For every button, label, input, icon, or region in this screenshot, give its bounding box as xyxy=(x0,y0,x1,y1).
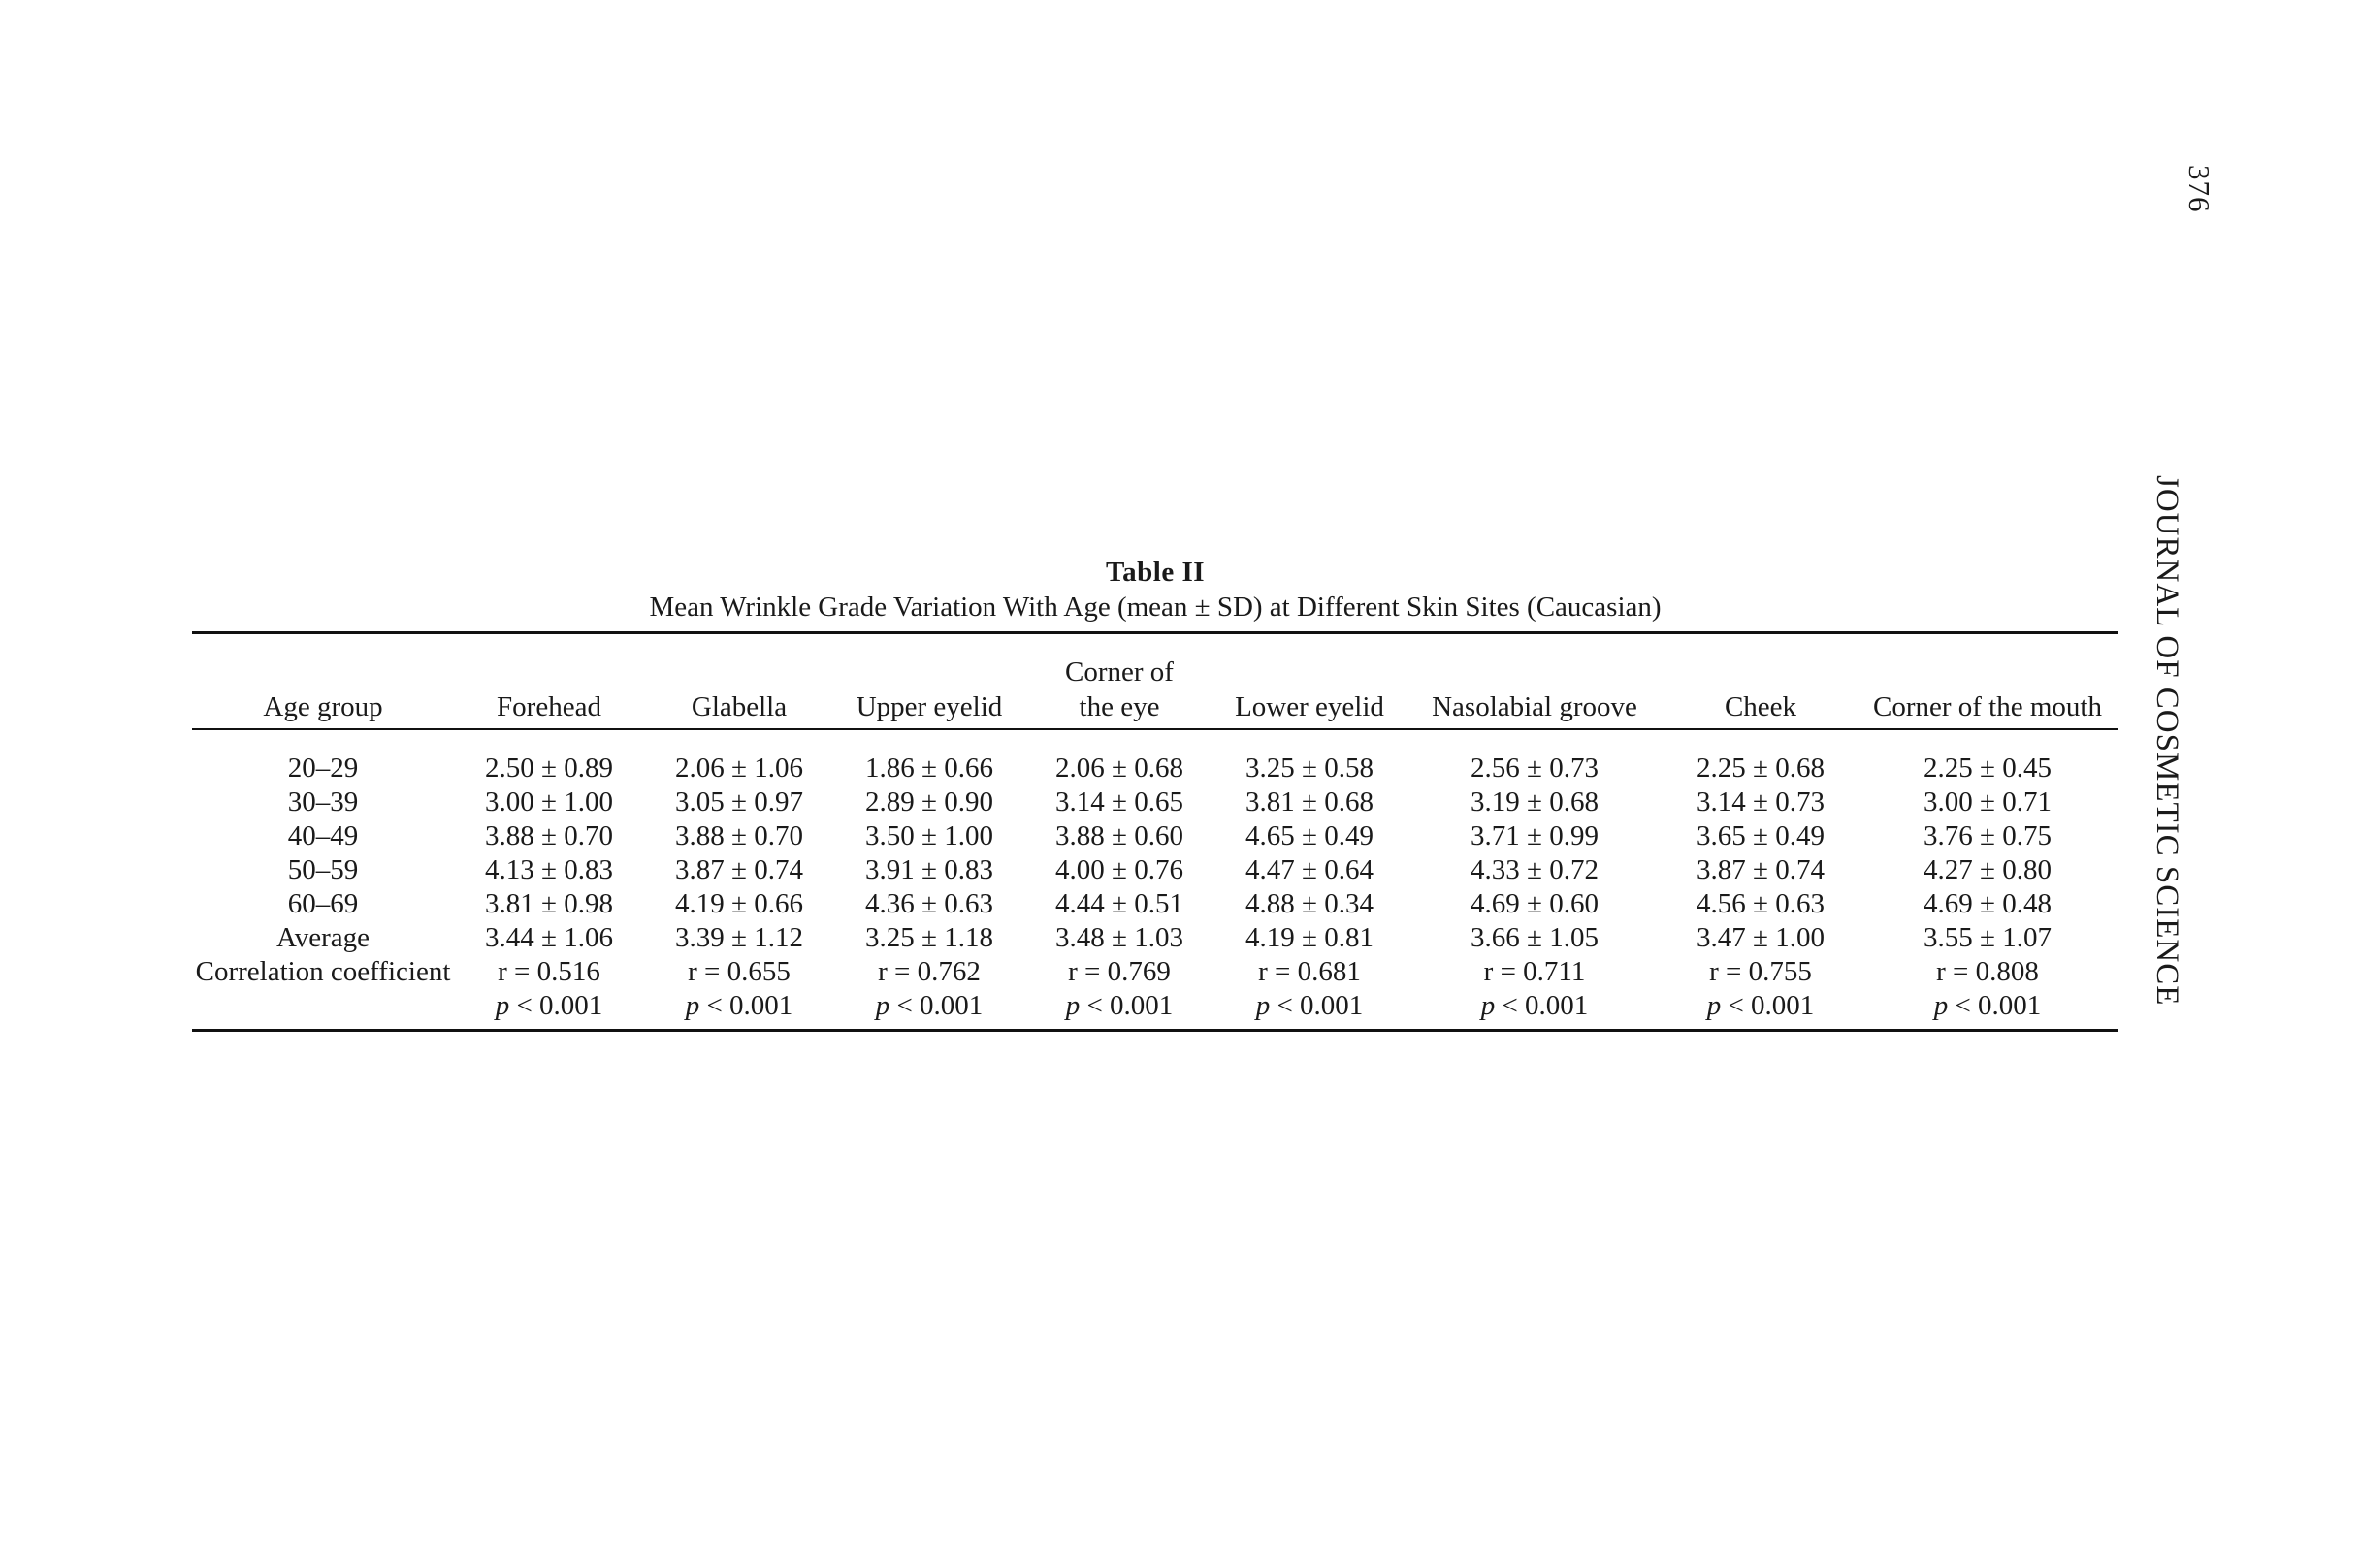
page-number: 376 xyxy=(2182,165,2216,213)
column-header: Corner of the mouth xyxy=(1873,691,2102,722)
table-cell: r = 0.769 xyxy=(1068,956,1171,987)
running-head: JOURNAL OF COSMETIC SCIENCE xyxy=(2150,475,2184,1007)
table-cell: 3.19 ± 0.68 xyxy=(1471,786,1599,817)
table-top-rule xyxy=(192,631,2118,634)
table-cell: 4.19 ± 0.66 xyxy=(675,888,803,919)
table-title-block xyxy=(192,555,2118,624)
table-cell: 3.71 ± 0.99 xyxy=(1471,820,1599,851)
table-cell: 3.00 ± 0.71 xyxy=(1924,786,2052,817)
p-value-cell xyxy=(644,989,834,1023)
row-label: Correlation coefficient xyxy=(195,956,451,987)
table-cell: 3.65 ± 0.49 xyxy=(1697,820,1825,851)
column-header: Forehead xyxy=(497,691,601,722)
p-value-cell xyxy=(1024,989,1214,1023)
p-value-cell xyxy=(1857,989,2118,1023)
p-symbol: p xyxy=(1933,990,1949,1021)
row-label: Average xyxy=(275,922,371,953)
column-header: Corner of the eye xyxy=(1065,656,1174,722)
p-value-cell xyxy=(1405,989,1665,1023)
table-row xyxy=(192,730,2118,785)
table-cell: 4.88 ± 0.34 xyxy=(1245,888,1374,919)
row-label: 40–49 xyxy=(287,820,359,851)
column-header: Upper eyelid xyxy=(856,691,1003,722)
table-cell: 4.69 ± 0.60 xyxy=(1471,888,1599,919)
p-value: < 0.001 xyxy=(1728,990,1815,1021)
p-symbol: p xyxy=(1065,990,1081,1021)
table-cell: 4.27 ± 0.80 xyxy=(1924,854,2052,885)
p-value: < 0.001 xyxy=(516,990,603,1021)
p-value-cell xyxy=(834,989,1024,1023)
table-row xyxy=(192,955,2118,989)
column-header: Age group xyxy=(263,691,383,722)
table-cell: r = 0.762 xyxy=(878,956,981,987)
table-cell: 4.65 ± 0.49 xyxy=(1245,820,1374,851)
table-cell: 4.69 ± 0.48 xyxy=(1924,888,2052,919)
table-cell: 2.25 ± 0.68 xyxy=(1697,752,1825,784)
table-cell: r = 0.655 xyxy=(688,956,791,987)
table-cell: 3.25 ± 1.18 xyxy=(865,922,993,953)
table-cell: r = 0.516 xyxy=(498,956,600,987)
p-value: < 0.001 xyxy=(1502,990,1589,1021)
table-cell: 3.88 ± 0.70 xyxy=(675,820,803,851)
row-label: 60–69 xyxy=(287,888,359,919)
table-row xyxy=(192,853,2118,887)
p-value: < 0.001 xyxy=(1086,990,1174,1021)
table-header xyxy=(192,635,2118,730)
table-title: Table II xyxy=(1105,557,1206,588)
p-symbol: p xyxy=(875,990,890,1021)
p-value: < 0.001 xyxy=(1277,990,1364,1021)
table-cell: 2.25 ± 0.45 xyxy=(1924,752,2052,784)
table-cell: 1.86 ± 0.66 xyxy=(865,752,993,784)
table-cell: 3.76 ± 0.75 xyxy=(1924,820,2052,851)
table-cell: 2.50 ± 0.89 xyxy=(485,752,613,784)
table-cell: 4.19 ± 0.81 xyxy=(1245,922,1374,953)
table-cell: 3.05 ± 0.97 xyxy=(675,786,803,817)
table-cell: 3.87 ± 0.74 xyxy=(1697,854,1825,885)
table-cell: 4.13 ± 0.83 xyxy=(485,854,613,885)
table-cell: 3.47 ± 1.00 xyxy=(1697,922,1825,953)
table-cell: 4.33 ± 0.72 xyxy=(1471,854,1599,885)
column-header: Nasolabial groove xyxy=(1432,691,1637,722)
table-row xyxy=(192,921,2118,955)
table-cell: r = 0.755 xyxy=(1709,956,1812,987)
table-cell: 3.25 ± 0.58 xyxy=(1245,752,1374,784)
table-cell: 3.39 ± 1.12 xyxy=(675,922,803,953)
column-header: Glabella xyxy=(691,691,788,722)
p-symbol: p xyxy=(1255,990,1271,1021)
column-header: Cheek xyxy=(1724,691,1797,722)
p-value-cell xyxy=(1214,989,1405,1023)
p-symbol: p xyxy=(1480,990,1496,1021)
wrinkle-grade-table xyxy=(192,635,2118,1023)
table-cell: 4.36 ± 0.63 xyxy=(865,888,993,919)
table-cell: 4.47 ± 0.64 xyxy=(1245,854,1374,885)
table-cell: 3.66 ± 1.05 xyxy=(1471,922,1599,953)
p-value: < 0.001 xyxy=(1955,990,2042,1021)
table-row xyxy=(192,785,2118,819)
table-cell: 4.56 ± 0.63 xyxy=(1697,888,1825,919)
row-label: 20–29 xyxy=(287,752,359,784)
table-body xyxy=(192,730,2118,1023)
table-cell: 3.00 ± 1.00 xyxy=(485,786,613,817)
p-symbol: p xyxy=(685,990,700,1021)
p-value-cell xyxy=(454,989,644,1023)
row-label: 50–59 xyxy=(287,854,359,885)
table-cell: 4.00 ± 0.76 xyxy=(1055,854,1183,885)
row-label: 30–39 xyxy=(287,786,359,817)
table-cell: 2.56 ± 0.73 xyxy=(1471,752,1599,784)
p-symbol: p xyxy=(495,990,510,1021)
table-cell: 4.44 ± 0.51 xyxy=(1055,888,1183,919)
table-cell: 3.88 ± 0.60 xyxy=(1055,820,1183,851)
table-cell: 3.87 ± 0.74 xyxy=(675,854,803,885)
p-value: < 0.001 xyxy=(706,990,793,1021)
table-caption: Mean Wrinkle Grade Variation With Age (mean ± SD) at Different Skin Sites (Caucasian) xyxy=(649,592,1662,623)
table-cell: 3.50 ± 1.00 xyxy=(865,820,993,851)
table-cell: 3.81 ± 0.68 xyxy=(1245,786,1374,817)
table-bottom-rule xyxy=(192,1029,2118,1032)
table-cell: 3.81 ± 0.98 xyxy=(485,888,613,919)
table-cell: r = 0.681 xyxy=(1258,956,1361,987)
p-symbol: p xyxy=(1706,990,1722,1021)
table-cell: 3.88 ± 0.70 xyxy=(485,820,613,851)
table-cell: 3.91 ± 0.83 xyxy=(865,854,993,885)
table-cell: 2.06 ± 1.06 xyxy=(675,752,803,784)
table-cell: r = 0.711 xyxy=(1483,956,1586,987)
table-cell: 2.06 ± 0.68 xyxy=(1055,752,1183,784)
p-value-row xyxy=(192,989,2118,1023)
table-cell: 3.55 ± 1.07 xyxy=(1924,922,2052,953)
table-cell: 3.48 ± 1.03 xyxy=(1055,922,1183,953)
column-header: Lower eyelid xyxy=(1235,691,1384,722)
table-cell: 3.14 ± 0.65 xyxy=(1055,786,1183,817)
p-value: < 0.001 xyxy=(896,990,984,1021)
table-cell: r = 0.808 xyxy=(1936,956,2039,987)
header-row xyxy=(192,635,2118,730)
table-row xyxy=(192,819,2118,853)
table-row xyxy=(192,887,2118,921)
p-value-cell xyxy=(1665,989,1857,1023)
row-label xyxy=(192,989,454,1023)
table-cell: 3.14 ± 0.73 xyxy=(1697,786,1825,817)
table-cell: 2.89 ± 0.90 xyxy=(865,786,993,817)
table-cell: 3.44 ± 1.06 xyxy=(485,922,613,953)
